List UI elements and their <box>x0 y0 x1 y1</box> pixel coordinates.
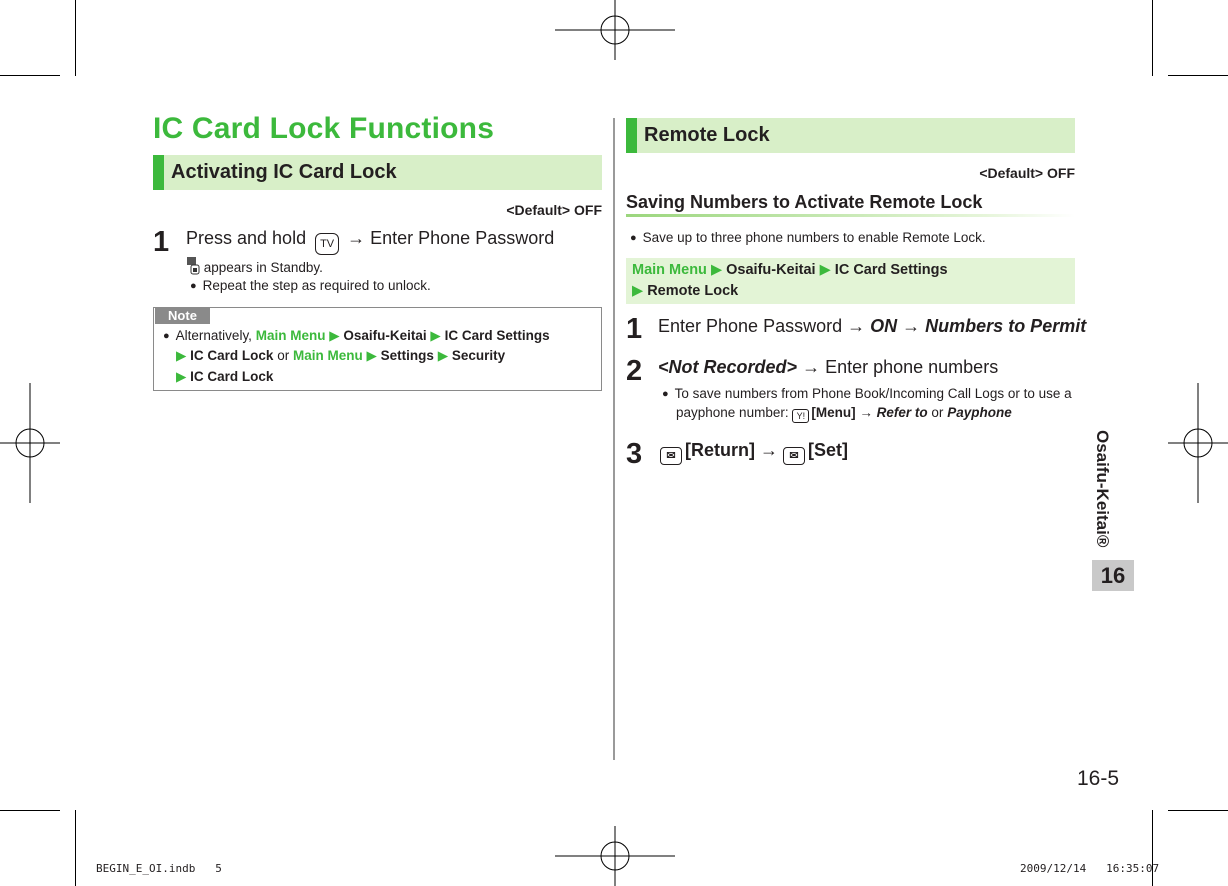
step-text: Enter Phone Password <box>370 228 555 248</box>
section-header-activating <box>153 155 602 190</box>
option-value: Refer to <box>876 405 928 420</box>
crop-mark <box>75 810 76 886</box>
note-line-3 <box>176 369 273 385</box>
yahoo-key-icon: Y! <box>792 409 809 423</box>
chapter-number: 16 <box>1092 560 1134 591</box>
arrow-icon: → <box>902 316 921 336</box>
step-bullet <box>190 278 431 293</box>
triangle-icon: ▶ <box>710 262 723 278</box>
step-subnote <box>186 256 323 276</box>
menu-path-line-1 <box>632 262 948 278</box>
triangle-icon: ▶ <box>430 328 441 343</box>
step-number: 1 <box>153 226 170 258</box>
registration-mark-left <box>0 383 60 503</box>
arrow-icon: → <box>859 405 873 420</box>
triangle-icon: ▶ <box>437 348 449 363</box>
bullet-item <box>630 230 986 245</box>
crop-mark <box>1168 75 1228 76</box>
chapter-name: Osaifu-Keitai® <box>1093 430 1112 548</box>
default-setting: <Default> OFF <box>506 202 602 218</box>
section-title: Remote Lock <box>644 124 770 146</box>
arrow-icon: → <box>760 440 779 460</box>
menu-item: Osaifu-Keitai <box>726 262 816 278</box>
crop-mark <box>1168 810 1228 811</box>
note-line-1 <box>163 328 550 344</box>
step-text: Enter phone numbers <box>825 357 999 377</box>
mail-key-icon: ✉ <box>660 447 682 465</box>
section-accent <box>626 118 637 153</box>
step-text: Enter Phone Password <box>658 316 843 336</box>
menu-item: IC Card Lock <box>190 348 274 363</box>
step-number: 1 <box>626 313 643 345</box>
step-bullet <box>662 386 1072 401</box>
menu-item: IC Card Settings <box>444 328 550 343</box>
bullet-text: Save up to three phone numbers to enable Remote Lock. <box>642 230 986 245</box>
triangle-icon: ▶ <box>632 283 644 299</box>
option-value: Payphone <box>947 405 1012 420</box>
menu-item: Security <box>451 348 506 363</box>
menu-item: IC Card Settings <box>834 262 948 278</box>
menu-link: Main Menu <box>255 328 326 343</box>
default-setting: <Default> OFF <box>979 165 1075 181</box>
registration-mark-top <box>555 0 675 60</box>
tv-key-icon: TV <box>315 233 339 255</box>
menu-item: IC Card Lock <box>190 369 274 384</box>
triangle-icon: ▶ <box>329 328 340 343</box>
arrow-icon: → <box>847 316 866 336</box>
softkey-label: [Set] <box>808 440 849 460</box>
note-tab: Note <box>155 307 210 324</box>
section-header-remote-lock <box>626 118 1075 153</box>
triangle-icon: ▶ <box>176 369 187 384</box>
subsection-heading: Saving Numbers to Activate Remote Lock <box>626 192 983 212</box>
footer-filename: BEGIN_E_OI.indb 5 <box>96 862 222 875</box>
crop-mark <box>75 0 76 76</box>
bullet <box>163 328 176 343</box>
option-value: Numbers to Permit <box>925 316 1087 336</box>
menu-item: Osaifu-Keitai <box>343 328 427 343</box>
mail-key-icon: ✉ <box>783 447 805 465</box>
subsection-underline <box>626 214 1075 217</box>
option-value: ON <box>870 316 898 336</box>
step-number: 2 <box>626 355 643 387</box>
chapter-side-label <box>1092 430 1132 560</box>
registration-mark-bottom <box>555 826 675 886</box>
crop-mark <box>0 810 60 811</box>
bullet-text: Repeat the step as required to unlock. <box>202 278 431 293</box>
footer-timestamp: 2009/12/14 16:35:07 <box>1020 862 1160 875</box>
step-text: Press and hold <box>186 228 307 248</box>
crop-mark <box>1152 0 1153 76</box>
step-instruction <box>186 228 554 255</box>
section-accent <box>153 155 164 190</box>
menu-link: Main Menu <box>292 348 363 363</box>
arrow-icon: → <box>347 228 366 248</box>
step-number: 3 <box>626 438 643 470</box>
softkey-label: [Return] <box>685 440 755 460</box>
page-number: 16-5 <box>1077 767 1120 790</box>
step-instruction <box>660 440 848 465</box>
menu-item: Settings <box>380 348 434 363</box>
triangle-icon: ▶ <box>176 348 187 363</box>
note-text: or <box>277 348 290 363</box>
menu-path-line-2 <box>632 283 738 299</box>
column-divider <box>613 118 615 760</box>
step-instruction <box>658 316 1086 337</box>
bullet-text: To save numbers from Phone Book/Incoming Call Logs or to use a <box>674 386 1072 401</box>
step-subnote-text: appears in Standby. <box>203 260 323 275</box>
step-bullet-cont <box>676 405 1012 423</box>
registration-mark-right <box>1168 383 1228 503</box>
page-title: IC Card Lock Functions <box>153 112 495 145</box>
step-instruction <box>658 357 998 378</box>
arrow-icon: → <box>802 357 821 377</box>
softkey-label: [Menu] <box>811 405 856 420</box>
triangle-icon: ▶ <box>366 348 377 363</box>
menu-item: Remote Lock <box>647 283 739 299</box>
ic-lock-standby-icon <box>186 256 200 276</box>
note-line-2 <box>176 348 505 364</box>
option-value: <Not Recorded> <box>658 357 798 377</box>
section-title: Activating IC Card Lock <box>171 161 397 183</box>
triangle-icon: ▶ <box>819 262 831 278</box>
bullet-text: or <box>931 405 944 420</box>
menu-link: Main Menu <box>632 262 707 278</box>
bullet-text: payphone number: <box>676 405 789 420</box>
crop-mark <box>0 75 60 76</box>
note-text: Alternatively, <box>175 328 252 343</box>
